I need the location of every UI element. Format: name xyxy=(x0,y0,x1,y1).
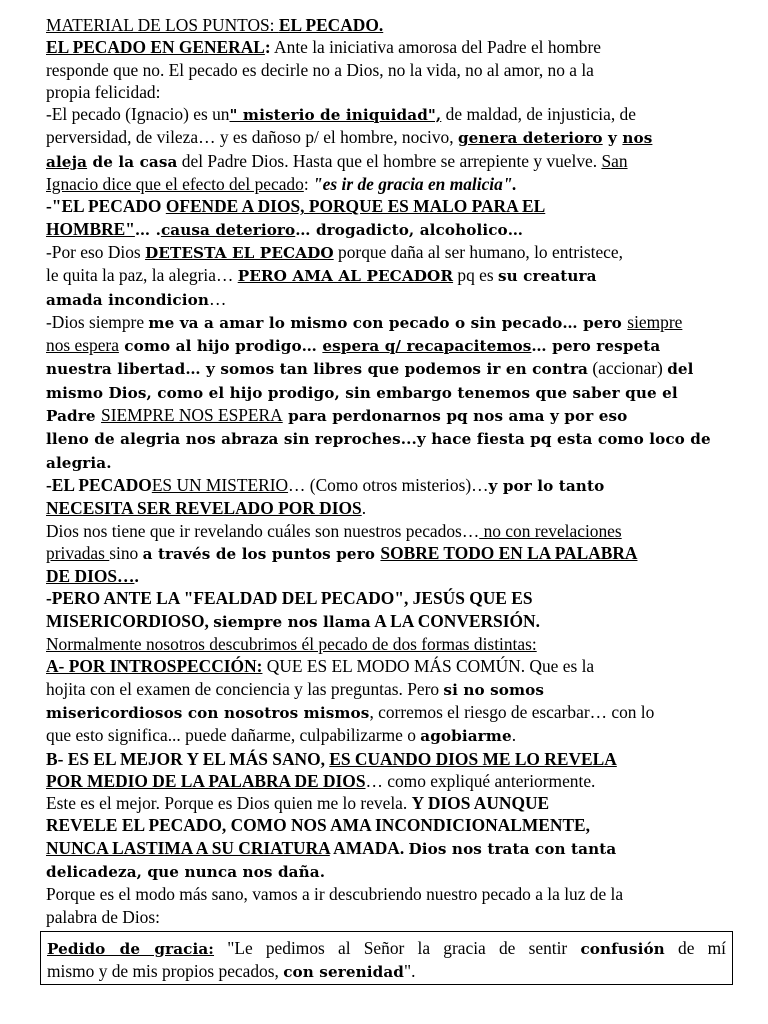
grace-request-line-1: Pedido de gracia: "Le pedimos al Señor la gracia de sentir confusión de mí xyxy=(47,938,727,958)
general-para-line-2: responde que no. El pecado es decirle no a Dios, no la vida, no al amor, no a la xyxy=(46,59,594,80)
para-6-line-2: privadas sino a través de los puntos pero SOBRE TODO EN LA PALABRA xyxy=(46,542,638,563)
para-3-line-3: amada incondicion… xyxy=(46,288,227,309)
para-B-line-3: Este es el mejor. Porque es Dios quien me lo revela. Y DIOS AUNQUE xyxy=(46,793,550,814)
grace-request-line-2: mismo y de mis propios pecados, con serenidad". xyxy=(47,961,416,982)
para-3-line-1: -Por eso Dios DETESTA EL PECADO porque daña al ser humano, lo entristece, xyxy=(46,241,623,262)
para-8: Normalmente nosotros descubrimos él pecado de dos formas distintas: xyxy=(46,634,537,655)
para-A-line-4: que esto significa... puede dañarme, culpabilizarme o agobiarme. xyxy=(46,725,517,746)
general-para-line-3: propia felicidad: xyxy=(46,81,161,102)
para-4-line-1: -Dios siempre me va a amar lo mismo con pecado o sin pecado… pero siempre xyxy=(46,311,683,332)
para-1-line-3: aleja de la casa del Padre Dios. Hasta que el hombre se arrepiente y vuelve. San xyxy=(46,150,628,171)
para-1-line-4: Ignacio dice que el efecto del pecado: "es ir de gracia en malicia". xyxy=(46,174,517,195)
para-2-line-2: HOMBRE"… .causa deterioro… drogadicto, alcoholico… xyxy=(46,218,524,239)
para-B-line-2: POR MEDIO DE LA PALABRA DE DIOS… como expliqué anteriormente. xyxy=(46,770,596,791)
para-A-line-3: misericordiosos con nosotros mismos, corremos el riesgo de escarbar… con lo xyxy=(46,701,655,722)
para-5-line-2: NECESITA SER REVELADO POR DIOS. xyxy=(46,498,367,519)
para-A-line-1: A- POR INTROSPECCIÓN: QUE ES EL MODO MÁS COMÚN. Que es la xyxy=(46,656,595,677)
para-C-line-2: palabra de Dios: xyxy=(46,906,160,927)
para-5-line-1: -EL PECADOES UN MISTERIO… (Como otros misterios)…y por lo tanto xyxy=(46,474,605,495)
para-2-line-1: -"EL PECADO OFENDE A DIOS, PORQUE ES MALO PARA EL xyxy=(46,196,546,217)
para-1-line-1: -El pecado (Ignacio) es un" misterio de iniquidad", de maldad, de injusticia, de xyxy=(46,104,636,125)
para-4-line-4: mismo Dios, como el hijo prodigo, sin embargo tenemos que saber que el xyxy=(46,383,678,402)
para-B-line-4: REVELE EL PECADO, COMO NOS AMA INCONDICIONALMENTE, xyxy=(46,815,590,836)
para-4-line-5: Padre SIEMPRE NOS ESPERA para perdonarnos pq nos ama y por eso xyxy=(46,405,628,426)
para-3-line-2: le quita la paz, la alegria… PERO AMA AL PECADOR pq es su creatura xyxy=(46,265,597,286)
para-1-line-2: perversidad, de vileza… y es dañoso p/ el hombre, nocivo, genera deterioro y nos xyxy=(46,127,653,148)
doc-title: MATERIAL DE LOS PUNTOS: EL PECADO. xyxy=(46,15,384,35)
para-6-line-1: Dios nos tiene que ir revelando cuáles son nuestros pecados… no con revelaciones xyxy=(46,520,622,541)
para-4-line-3: nuestra libertad… y somos tan libres que podemos ir en contra (accionar) del xyxy=(46,358,694,379)
para-B-line-1: B- ES EL MEJOR Y EL MÁS SANO, ES CUANDO DIOS ME LO REVELA xyxy=(46,748,617,769)
para-4-line-7: alegria. xyxy=(46,453,112,472)
para-4-line-2: nos espera como al hijo prodigo… espera q/ recapacitemos… pero respeta xyxy=(46,335,661,356)
para-B-line-6: delicadeza, que nunca nos daña. xyxy=(46,862,326,881)
document-body xyxy=(46,14,736,928)
para-7-line-2: MISERICORDIOSO, siempre nos llama A LA CONVERSIÓN. xyxy=(46,610,540,631)
grace-request-box xyxy=(40,931,733,985)
para-4-line-6: lleno de alegria nos abraza sin reproches...y hace fiesta pq esta como loco de xyxy=(46,430,711,449)
para-7-line-1: -PERO ANTE LA "FEALDAD DEL PECADO", JESÚS QUE ES xyxy=(46,588,533,609)
para-B-line-5: NUNCA LASTIMA A SU CRIATURA AMADA. Dios nos trata con tanta xyxy=(46,837,617,858)
general-para-line-1: EL PECADO EN GENERAL: Ante la iniciativa amorosa del Padre el hombre xyxy=(46,37,601,58)
para-A-line-2: hojita con el examen de conciencia y las preguntas. Pero si no somos xyxy=(46,678,545,699)
para-C-line-1: Porque es el modo más sano, vamos a ir descubriendo nuestro pecado a la luz de la xyxy=(46,884,624,905)
para-6-line-3: DE DIOS…. xyxy=(46,566,139,587)
